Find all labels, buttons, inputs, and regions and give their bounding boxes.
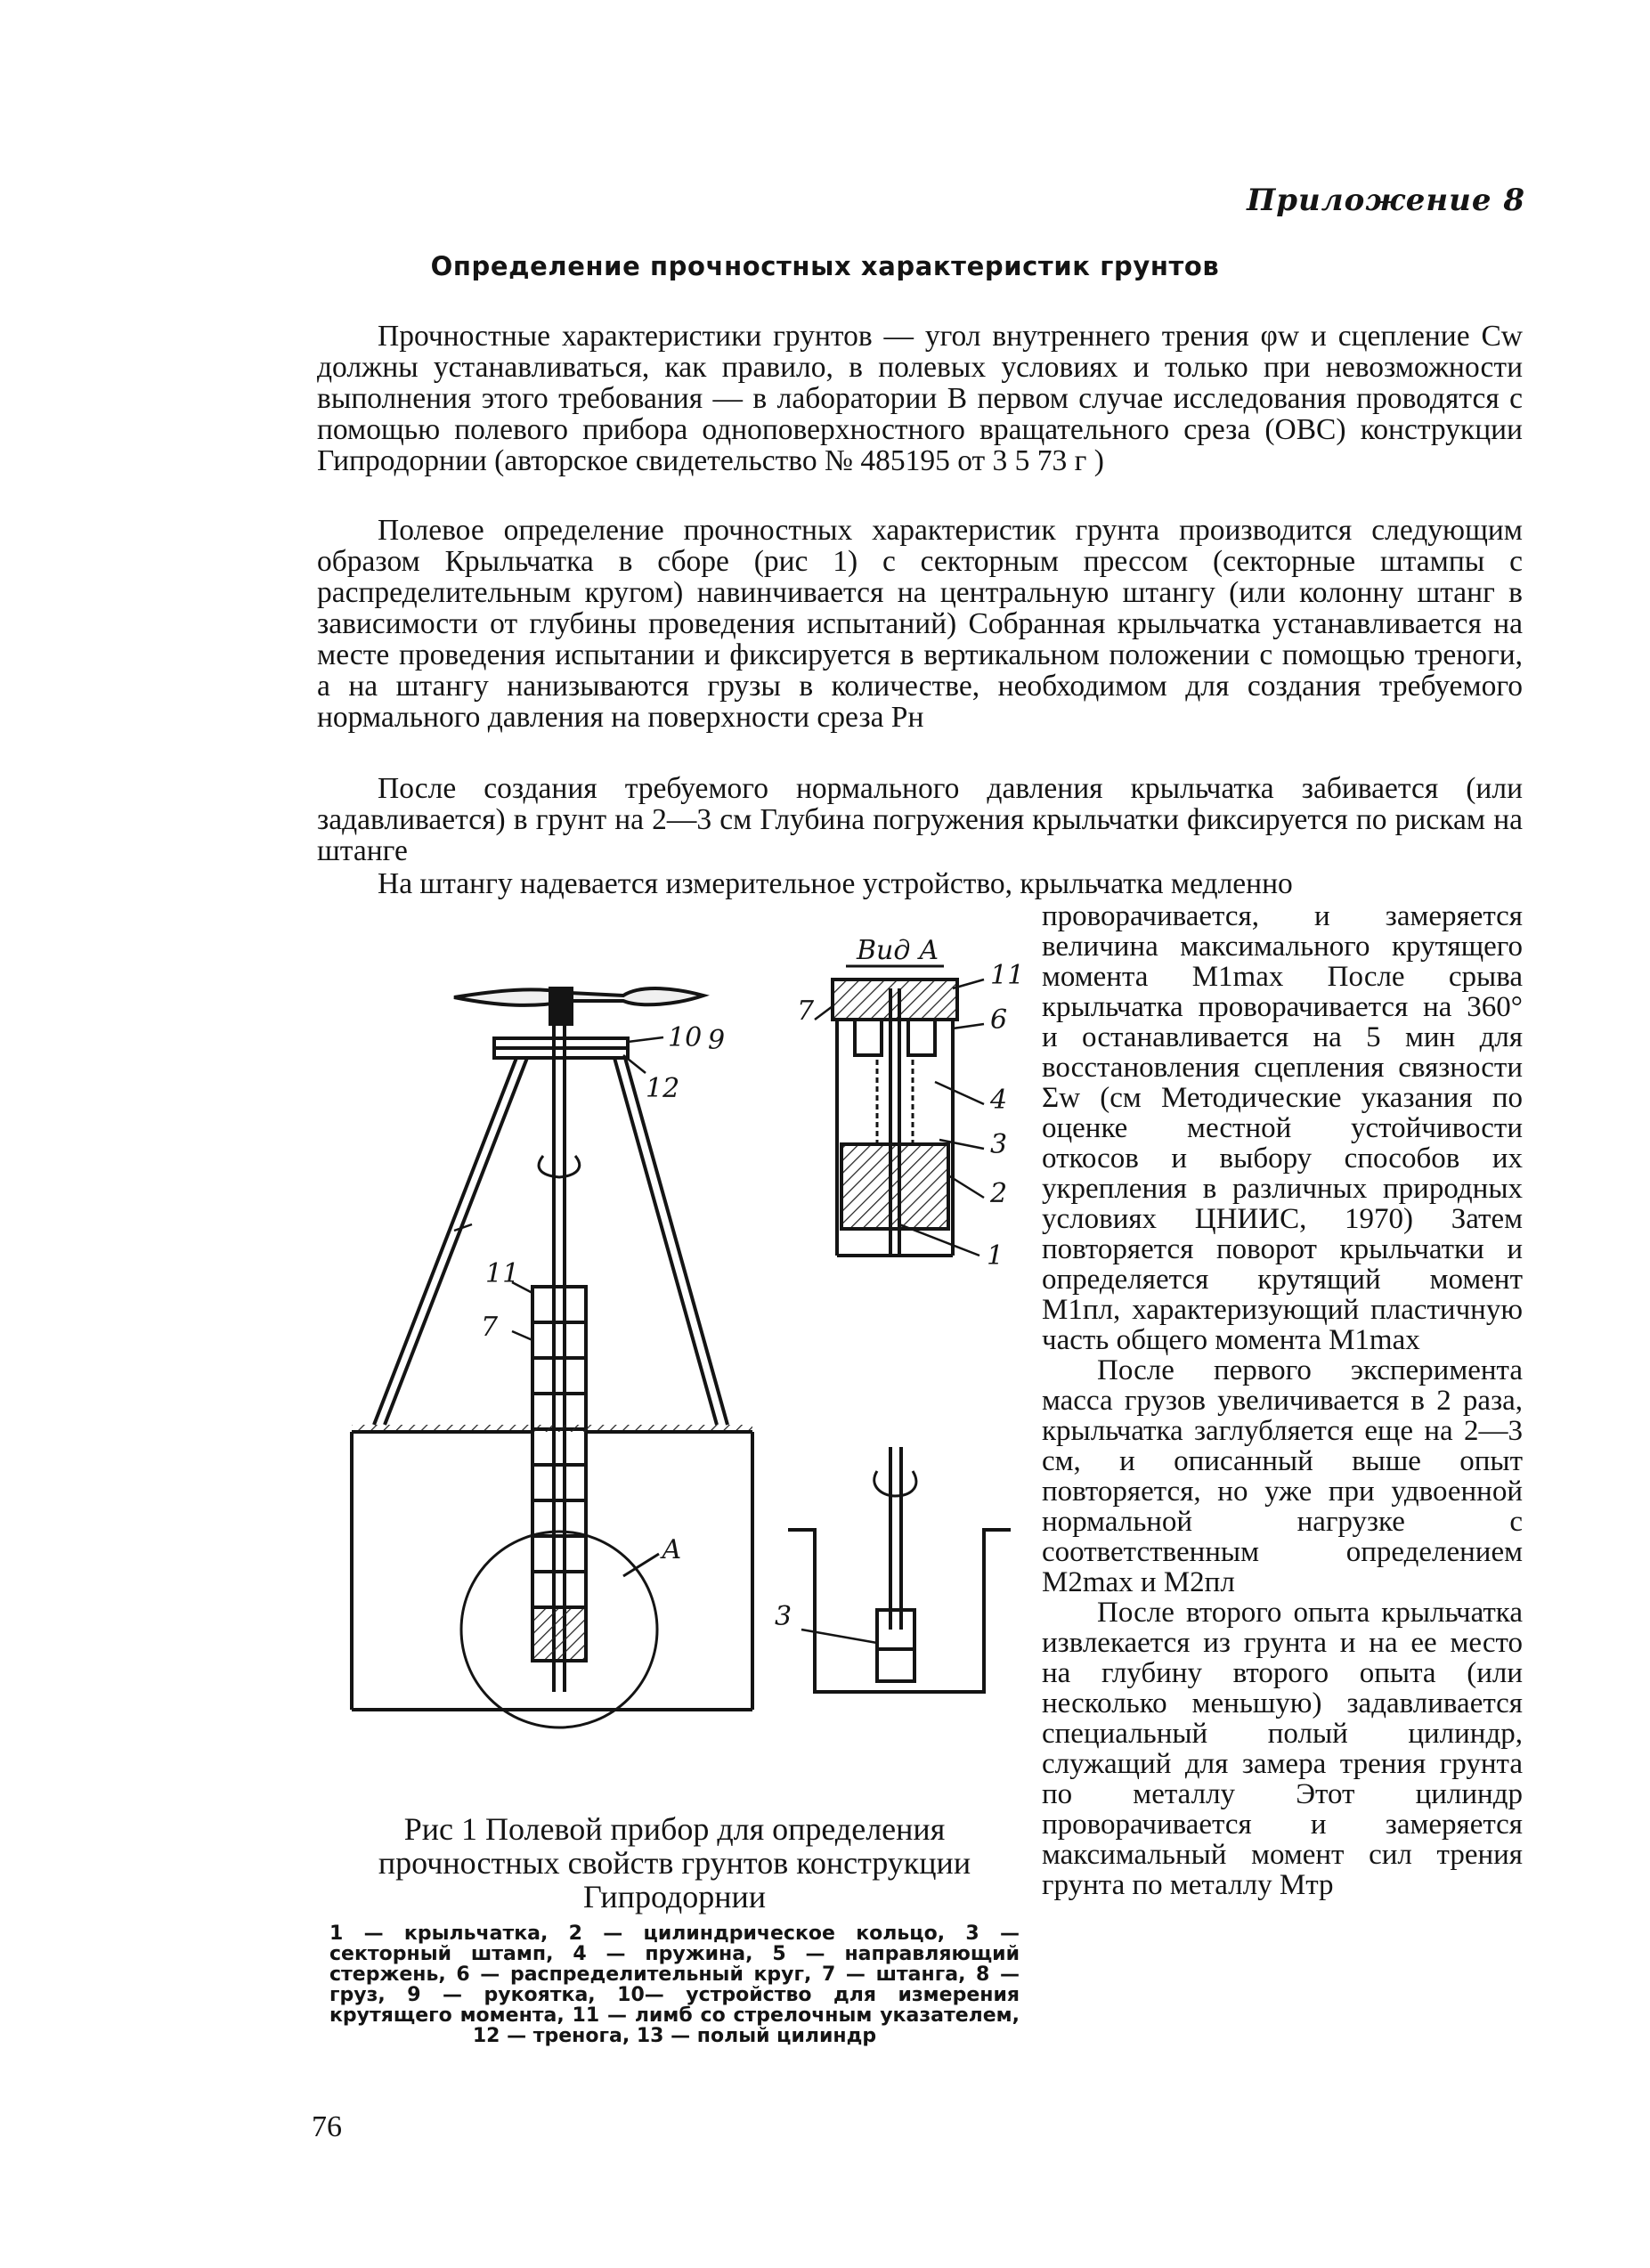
- appendix-heading: Приложение 8: [1247, 183, 1525, 218]
- detail-label-8: 7: [797, 996, 815, 1027]
- figure-caption: Рис 1 Полевой прибор для определения прочностных свойств грунтов конструкции Гипродорнии: [378, 1811, 971, 1914]
- main-assembly-drawing: [352, 988, 752, 1727]
- label-3: 3: [775, 1601, 792, 1632]
- page-number: 76: [312, 2110, 342, 2143]
- side-paragraph-1: проворачивается, и замеряется величина максимального крутящего момента M1max После срыва крыльчатка проворачивается на 360° и останавливается на 5 мин для восстановления сцепления связности Σw (см Методические указания по оценке местной устойчивости откосов и выбору способов их укрепления в различных природных условиях ЦНИИС, 1970) Затем повторяется поворот крыльчатки и определяется крутящий момент M1пл, характеризующий пластичную часть общего момента M1max: [1042, 900, 1523, 1356]
- figure-legend: 1 — крыльчатка, 2 — цилиндрическое кольцо, 3 — секторный штамп, 4 — пружина, 5 — направляющий стержень, 6 — распределительный круг, 7 — штанга, 8 — груз, 9 — рукоятка, 10— устройство для измерения крутящего момента, 11 — лимб со стрелочным указателем, 12 — тренога, 13 — полый цилиндр: [329, 1923, 1020, 2047]
- detail-label-4: 4: [990, 1085, 1008, 1116]
- detail-label-2: 2: [990, 1178, 1008, 1209]
- detail-view-a: [815, 966, 984, 1256]
- label-8: 7: [481, 1312, 499, 1343]
- page-title: Определение прочностных характеристик грунтов: [430, 251, 1220, 281]
- callout-a-label: А: [662, 1534, 682, 1565]
- side-paragraph-3: После второго опыта крыльчатка извлекается из грунта и на ее место на глубину второго опыта (или несколько меньшую) задавливается специальный полый цилиндр, служащий для замера трения грунта по металлу Этот цилиндр проворачивается и замеряется максимальный момент сил трения грунта по металлу Mтр: [1042, 1597, 1523, 1901]
- side-paragraph-2: После первого эксперимента масса грузов увеличивается в 2 раза, крыльчатка заглубляется еще на 2—3 см, и описанный выше опыт повторяется, но уже при удвоенной нормальной нагрузке с соответственным определением M2max и M2пл: [1042, 1354, 1523, 1598]
- paragraph-2: Полевое определение прочностных характеристик грунта производится следующим образом Крыльчатка в сборе (рис 1) с секторным прессом (секторные штампы с распределительным кругом) навинчивается на центральную штангу (или колонну штанг в зависимости от глубины проведения испытаний) Собранная крыльчатка устанавливается на месте проведения испытании и фиксируется в вертикальном положении с помощью треноги, а на штангу нанизываются грузы в количестве, необходимом для создания требуемого нормального давления на поверхности среза Pн: [317, 514, 1523, 734]
- hollow-cylinder-drawing: [788, 1447, 1011, 1692]
- paragraph-1: Прочностные характеристики грунтов — угол внутреннего трения φw и сцепление Cw должны устанавливаться, как правило, в полевых условиях и только при невозможности выполнения этого требования — в лаборатории В первом случае исследования проводятся с помощью полевого прибора одноповерхностного вращательного среза (ОВС) конструкции Гипродорнии (авторское свидетельство № 485195 от 3 5 73 г ): [317, 320, 1523, 477]
- paragraph-3: После создания требуемого нормального давления крыльчатка забивается (или задавливается) в грунт на 2—3 см Глубина погружения крыльчатки фиксируется по рискам на штанге: [317, 772, 1523, 867]
- label-7: 11: [485, 1258, 520, 1289]
- detail-label-1: 1: [987, 1240, 1004, 1272]
- label-9: 9: [708, 1025, 726, 1056]
- paragraph-4: На штангу надевается измерительное устройство, крыльчатка медленно: [378, 867, 1293, 900]
- label-10: 10: [668, 1022, 703, 1053]
- detail-label-7: 11: [990, 960, 1025, 991]
- detail-label-3: 3: [990, 1129, 1008, 1160]
- label-11: 12: [646, 1073, 680, 1104]
- view-label: Вид А: [857, 935, 939, 966]
- detail-label-6: 6: [990, 1004, 1008, 1036]
